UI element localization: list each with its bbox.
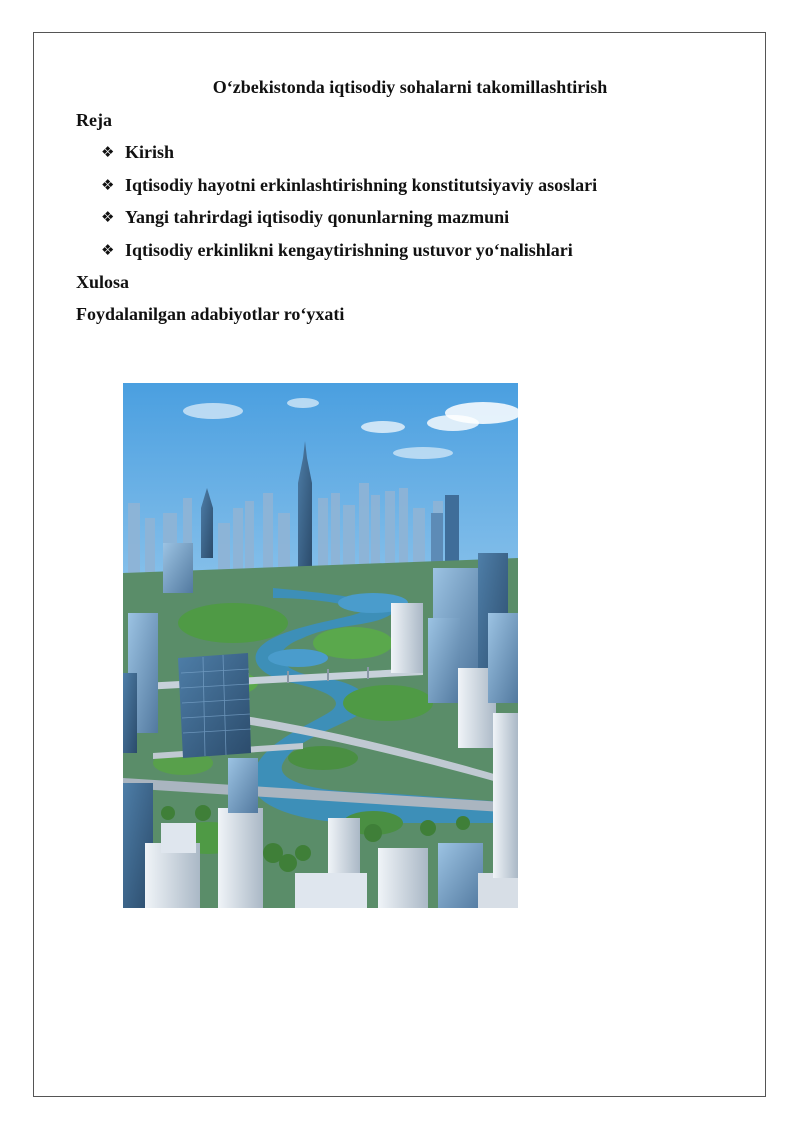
plan-item bbox=[101, 206, 509, 228]
four-petal-diamond-icon: ❖ bbox=[101, 176, 115, 194]
plan-heading: Reja bbox=[76, 110, 112, 130]
document-title: O‘zbekistonda iqtisodiy sohalarni takomillashtirish bbox=[212, 77, 608, 97]
four-petal-diamond-icon: ❖ bbox=[101, 241, 115, 259]
plan-item bbox=[101, 239, 573, 261]
references-heading: Foydalanilgan adabiyotlar ro‘yxati bbox=[76, 304, 345, 324]
city-skyline-image bbox=[123, 383, 518, 908]
plan-item-label: Iqtisodiy erkinlikni kengaytirishning ustuvor yo‘nalishlari bbox=[125, 240, 573, 260]
plan-item-label: Iqtisodiy hayotni erkinlashtirishning konstitutsiyaviy asoslari bbox=[125, 175, 598, 195]
plan-item bbox=[101, 141, 174, 163]
four-petal-diamond-icon: ❖ bbox=[101, 143, 115, 161]
four-petal-diamond-icon: ❖ bbox=[101, 208, 115, 226]
plan-item bbox=[101, 174, 597, 196]
plan-item-label: Yangi tahrirdagi iqtisodiy qonunlarning mazmuni bbox=[125, 207, 510, 227]
conclusion-heading: Xulosa bbox=[76, 272, 130, 292]
plan-item-label: Kirish bbox=[125, 142, 175, 162]
